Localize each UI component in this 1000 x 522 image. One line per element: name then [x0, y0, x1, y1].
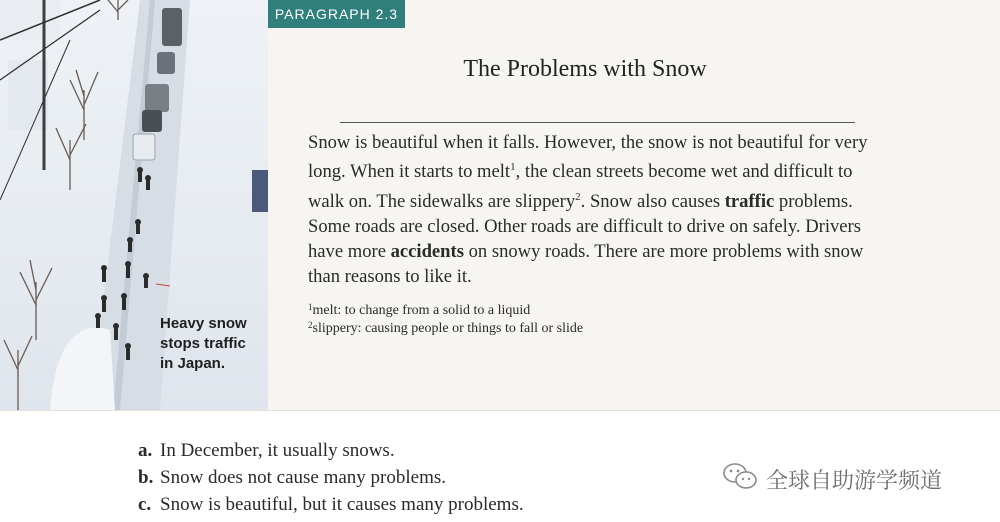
watermark: [722, 462, 942, 496]
paragraph-tag: PARAGRAPH 2.3: [268, 0, 405, 28]
sentence-1: Snow is beautiful when it falls. However, the snow is not beautiful for very long. When it starts to melt: [308, 132, 868, 183]
footnote-ref-1: 1: [510, 161, 516, 174]
wechat-icon: [722, 462, 758, 496]
answer-options: [138, 437, 698, 518]
sentence-4: problems. Some roads are closed. Other roads are difficult to drive on safely. Drivers have more: [308, 190, 861, 263]
photo-caption: Heavy snow stops traffic in Japan.: [160, 315, 247, 372]
article-title: The Problems with Snow: [463, 56, 707, 82]
option-b[interactable]: [138, 464, 698, 491]
option-a[interactable]: [138, 437, 698, 464]
sentence-3: . Snow also causes: [580, 190, 725, 212]
sentence-5: on snowy roads. There are more problems with snow than reasons to like it.: [308, 241, 864, 288]
option-c-letter: c.: [138, 494, 152, 515]
keyword-traffic: traffic: [724, 190, 775, 212]
option-c[interactable]: [138, 491, 698, 518]
option-a-text: In December, it usually snows.: [160, 440, 395, 461]
watermark-text: 全球自助游学频道: [766, 468, 943, 494]
footnote-2-text: slippery: causing people or things to fall or slide: [312, 321, 584, 336]
option-b-letter: b.: [138, 467, 154, 488]
option-a-letter: a.: [138, 440, 153, 461]
footnote-2: [308, 316, 708, 338]
keyword-accidents: accidents: [390, 241, 464, 263]
option-c-text: Snow is beautiful, but it causes many problems.: [160, 494, 524, 515]
sentence-2: , the clean streets become wet and difficult to walk on. The sidewalks are slippery: [308, 161, 853, 212]
article-paragraph: [308, 130, 868, 290]
footnote-ref-2: 2: [575, 190, 581, 203]
footnote-1-number: 1: [308, 302, 313, 312]
title-divider: [340, 122, 855, 123]
option-b-text: Snow does not cause many problems.: [160, 467, 447, 488]
footnote-2-number: 2: [308, 320, 313, 330]
snow-photo: [0, 0, 268, 410]
footnote-1-text: melt: to change from a solid to a liquid: [312, 303, 531, 318]
